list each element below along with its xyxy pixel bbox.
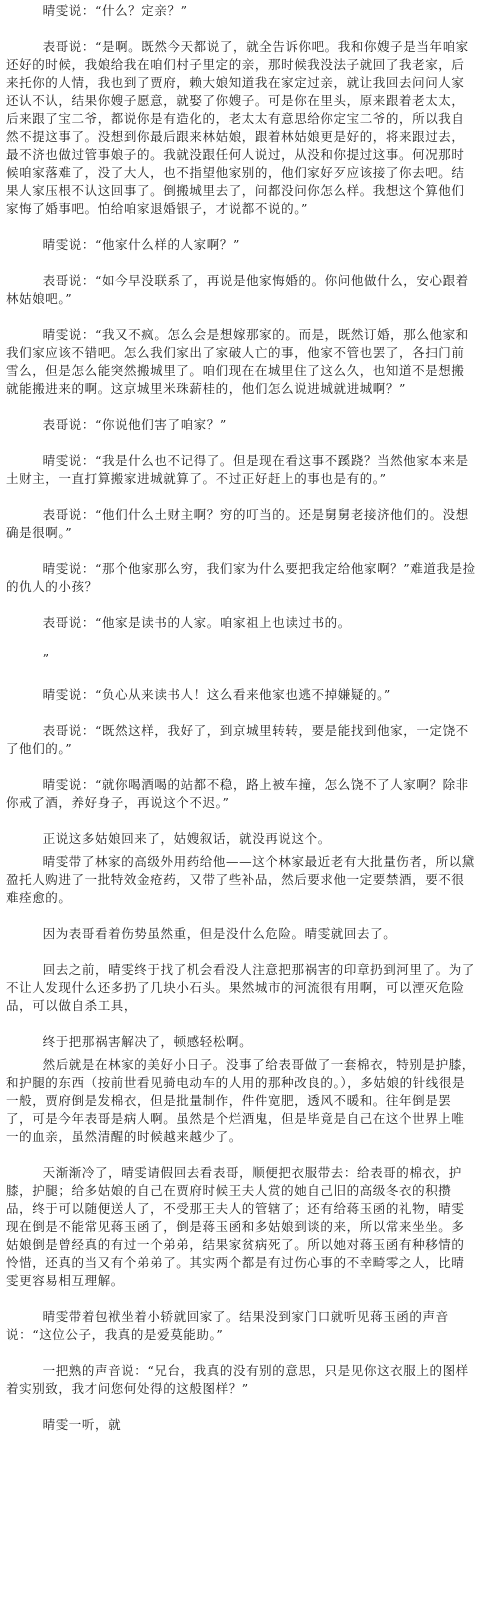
- paragraph-spacer: [6, 943, 476, 961]
- paragraph: 表哥说：“你说他们害了咱家？”: [6, 417, 227, 432]
- paragraph: 晴雯说：“他家什么样的人家啊？”: [6, 237, 240, 252]
- paragraph-spacer: [6, 812, 476, 830]
- paragraph-spacer: [6, 704, 476, 722]
- paragraph: 然后就是在林家的美好小日子。没事了给表哥做了一套棉衣，特别是护膝，和护腿的东西（按前世看见骑电动车的人用的那种改良的。），多姑娘的针线很是一般，贾府倒是发棉衣，但是批量制作，件件宽肥，透风不暖和。往年倒是罢了，可是今年表哥是病人啊。虽然是个烂酒鬼，但是毕竟是自己在这个世界上唯一的血亲，虽然清醒的时候越来越少了。: [6, 1057, 475, 1144]
- paragraph-spacer: [6, 218, 476, 236]
- paragraph-spacer: [6, 1146, 476, 1164]
- paragraph: 一把熟的声音说：“兄台，我真的没有别的意思，只是见你这衣服上的图样着实别致，我才问您何处得的这般图样？”: [6, 1363, 469, 1396]
- paragraph: 正说这多姑娘回来了，姑嫂叙话，就没再说这个。: [6, 831, 331, 846]
- paragraph-spacer: [6, 308, 476, 326]
- paragraph-spacer: [6, 1290, 476, 1308]
- paragraph-spacer: [6, 434, 476, 452]
- paragraph-spacer: [6, 632, 476, 650]
- paragraph: 表哥说：“如今早没联系了，再说是他家悔婚的。你问他做什么，安心跟着林姑娘吧。”: [6, 273, 469, 306]
- paragraph: 晴雯说：“就你喝酒喝的站都不稳，路上被车撞，怎么饶不了人家啊？除非你戒了酒，养好身子，再说这个不迟。”: [6, 777, 469, 810]
- paragraph: 天渐渐冷了，晴雯请假回去看表哥，顺便把衣服带去：给表哥的棉衣，护膝，护腿；给多姑娘的自己在贾府时候王夫人赏的她自己旧的高级冬衣的积攒品，终于可以随便送人了，不受那王夫人的管辖了；还有给蒋玉函的礼物，晴雯现在倒是不能常见蒋玉函了，倒是蒋玉函和多姑娘到谈的来，所以常来坐坐。多姑娘倒是曾经真的有过一个弟弟，结果家贫病死了。所以她对蒋玉函有种移情的怜惜，还真的当又有个弟弟了。其实两个都是有过伤心事的不幸畸零之人，比晴雯更容易相互理解。: [6, 1165, 465, 1288]
- paragraph: 晴雯一听，就: [6, 1417, 122, 1432]
- paragraph-spacer: [6, 1015, 476, 1033]
- paragraph-spacer: [6, 1398, 476, 1416]
- paragraph: 晴雯说：“我又不疯。怎么会是想嫁那家的。而是，既然订婚，那么他家和我们家应该不错吧。怎么我们家出了家破人亡的事，他家不管也罢了，各扫门前雪么，但是怎么能突然搬城里了。咱们现在在城里住了这么久，也知道不是想搬就能搬进来的啊。这京城里米珠薪桂的，他们怎么说进城就进城啊？”: [6, 327, 469, 396]
- paragraph-spacer: [6, 907, 476, 925]
- paragraph: ”: [6, 651, 50, 666]
- paragraph: 晴雯说：“那个他家那么穷，我们家为什么要把我定给他家啊？”难道我是捡的仇人的小孩？: [6, 561, 476, 594]
- paragraph: 晴雯说：“负心从来读书人！这么看来他家也逃不掉嫌疑的。”: [6, 687, 391, 702]
- paragraph: 终于把那祸害解决了，顿感轻松啊。: [6, 1034, 253, 1049]
- paragraph: 晴雯说：“什么？定亲？”: [6, 3, 188, 18]
- paragraph: 回去之前，晴雯终于找了机会看没人注意把那祸害的印章扔到河里了。为了不让人发现什么还多扔了几块小石头。果然城市的河流很有用啊，可以湮灭危险品，可以做自杀工具，: [6, 962, 475, 1013]
- paragraph: 表哥说：“是啊。既然今天都说了，就全告诉你吧。我和你嫂子是当年咱家还好的时候，我娘给我在咱们村子里定的亲，那时候我没法子就回了我老家，后来托你的人情，我也到了贾府，赖大娘知道我在家定过亲，就让我回去问问人家还认不认，结果你嫂子愿意，就娶了你嫂子。可是你在里头，原来跟着老太太，后来跟了宝二爷，都说你是有造化的，老太太有意思给你定宝二爷的，所以我自然不提这事了。没想到你最后跟来林姑娘，跟着林姑娘更是好的，将来跟过去，最不济也做过管事娘子的。我就没跟任何人说过，从没和你提过这事。何况那时候咱家落难了，没了大人，也不指望他家别的，他们家好歹应该接了你去吧。结果人家压根不认这回事了。倒搬城里去了，问都没问你怎么样。我想这个算他们家悔了婚事吧。怕给咱家退婚银子，才说都不说的。”: [6, 39, 469, 216]
- paragraph: 表哥说：“既然这样，我好了，到京城里转转，要是能找到他家，一定饶不了他们的。”: [6, 723, 469, 756]
- paragraph-spacer: [6, 398, 476, 416]
- paragraph-spacer: [6, 254, 476, 272]
- paragraph-spacer: [6, 20, 476, 38]
- paragraph-spacer: [6, 668, 476, 686]
- paragraph: 晴雯带了林家的高级外用药给他——这个林家最近老有大批量伤者，所以黛盈托人购进了一批特效金疮药，又带了些补品，然后要求他一定要禁酒，要不很难痊愈的。: [6, 854, 475, 905]
- paragraph: 晴雯带着包袱坐着小轿就回家了。结果没到家门口就听见蒋玉函的声音说：“这位公子，我真的是爱莫能助。”: [6, 1309, 449, 1342]
- paragraph-spacer: [6, 542, 476, 560]
- paragraph-spacer: [6, 1344, 476, 1362]
- paragraph: 表哥说：“他家是读书的人家。咱家祖上也读过书的。: [6, 615, 351, 630]
- paragraph-spacer: [6, 758, 476, 776]
- paragraph-spacer: [6, 488, 476, 506]
- paragraph: 因为表哥看着伤势虽然重，但是没什么危险。晴雯就回去了。: [6, 926, 397, 941]
- paragraph-spacer: [6, 596, 476, 614]
- paragraph: 表哥说：“他们什么土财主啊？穷的叮当的。还是舅舅老接济他们的。没想确是很啊。”: [6, 507, 469, 540]
- paragraph: 晴雯说：“我是什么也不记得了。但是现在看这事不蹊跷？当然他家本来是土财主，一直打算搬家进城就算了。不过正好赶上的事也是有的。”: [6, 453, 469, 486]
